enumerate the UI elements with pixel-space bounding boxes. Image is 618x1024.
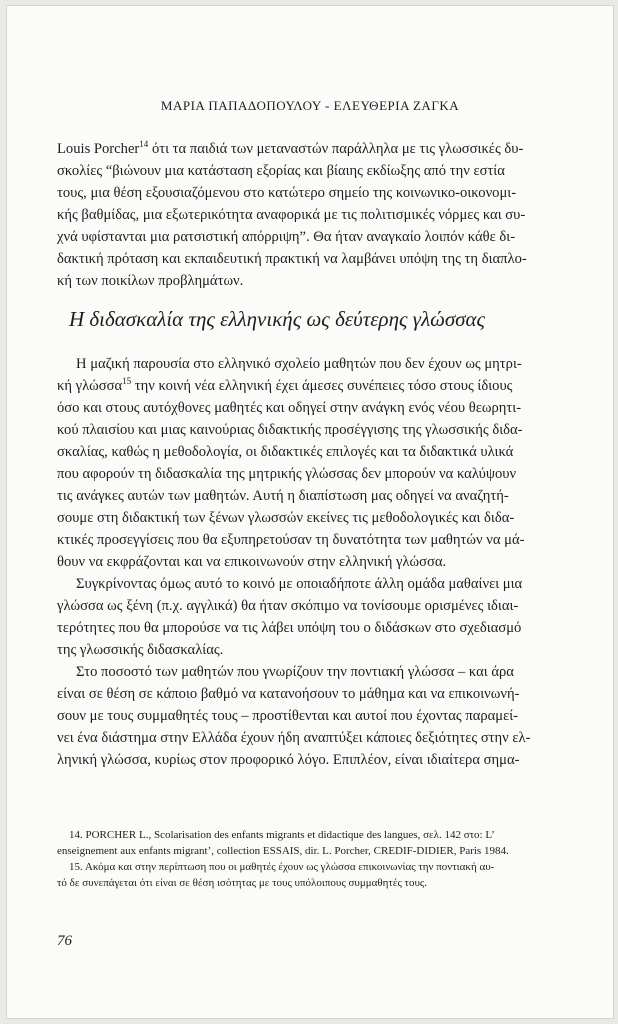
paragraph-3: [57, 661, 579, 771]
footnote-ref-14: 14: [139, 139, 149, 150]
text-line: δακτική πρόταση και εκπαιδευτική πρακτική να λαμβάνει υπόψη της τη διαπλο-: [57, 251, 527, 267]
footnote-ref-15: 15: [122, 376, 132, 387]
text-line: τερότητες που θα μπορούσε να τις λάβει υπόψη του ο διδάσκων στο σχεδιασμό: [57, 620, 522, 636]
text-line: όσο και στους αυτόχθονες μαθητές και οδηγεί στην ανάγκη ενός νέου θεωρητι-: [57, 400, 522, 416]
text-line: Η μαζική παρουσία στο ελληνικό σχολείο μαθητών που δεν έχουν ως μητρι-: [76, 356, 522, 372]
text-line: Στο ποσοστό των μαθητών που γνωρίζουν την ποντιακή γλώσσα – και άρα: [76, 664, 514, 680]
text-line: σουν με τους συμμαθητές τους – προστίθενται και αυτοί που έχοντας παραμεί-: [57, 708, 519, 724]
text-line: κή γλώσσα$^{15}$ την κοινή νέα ελληνική έχει άμεσες συνέπειες τόσο στους ίδιους: [57, 376, 513, 394]
section-title: Η διδασκαλία της ελληνικής ως δεύτερης γλώσσας: [69, 307, 486, 331]
footnote-14-cont: enseignement aux enfants migrant’, collection ESSAIS, dir. L. Porcher, CREDIF-DIDIER, Paris 1984.: [57, 845, 509, 857]
text-line: κτικές προσεγγίσεις που θα εξυπηρετούσαν τη δυνατότητα των μαθητών να μά-: [57, 532, 525, 548]
footnotes: [57, 827, 577, 891]
text-line: κού πλαισίου και μιας καινούριας διδακτικής προσέγγισης της γλωσσικής διδα-: [57, 422, 523, 438]
text-line: σουμε στη διδακτική των ξένων γλωσσών εκείνες τις μεθοδολογικές και διδα-: [57, 510, 515, 526]
text-line: ληνική γλώσσα, κυρίως στον προφορικό λόγο. Επιπλέον, είναι ιδιαίτερα σημα-: [57, 752, 520, 768]
text-line: που αφορούν τη διδασκαλία της μητρικής γλώσσας δεν μπορούν να καλύψουν: [57, 466, 517, 482]
text-line: κής βαθμίδας, μια εξωτερικότητα αναφορικά με τις πολιτισμικές νόρμες και συ-: [57, 207, 526, 223]
text-line: Louis Porcher$^{14}$ ότι τα παιδιά των μεταναστών παράλληλα με τις γλωσσικές δυ-: [57, 139, 524, 157]
text-line: είναι σε θέση σε κάποιο βαθμό να κατανοήσουν το μάθημα και να επικοινωνή-: [57, 686, 520, 702]
footnote-15-cont: τό δε συνεπάγεται ότι είναι σε θέση ισότητας με τους υπόλοιπους συμμαθητές τους.: [57, 877, 428, 889]
text-line: της γλωσσικής διδασκαλίας.: [57, 642, 224, 658]
author-name: Louis Porcher: [57, 141, 140, 157]
footnote-15: 15. Ακόμα και στην περίπτωση που οι μαθητές έχουν ως γλώσσα επικοινωνίας την ποντιακή αυ-: [69, 861, 495, 873]
text-line: τις ανάγκες αυτών των μαθητών. Αυτή η διαπίστωση μας οδηγεί να αναζητή-: [57, 488, 509, 504]
text-line: θουν να εκφράζονται και να επικοινωνούν στην ελληνική γλώσσα.: [57, 554, 447, 570]
text-line: σκαλίας, καθώς η μεθοδολογία, οι διδακτικές επιλογές και τα διδακτικά υλικά: [57, 444, 514, 460]
page-number: 76: [57, 933, 72, 949]
intro-paragraph: [57, 138, 579, 292]
document-page: [7, 6, 613, 1018]
paragraph-2: [57, 573, 579, 661]
text-line: χνά υφίστανται μια ρατσιστική απόρριψη”. Θα ήταν αναγκαίο λοιπόν κάθε δι-: [57, 229, 516, 245]
text-line: Συγκρίνοντας όμως αυτό το κοινό με οποιαδήποτε άλλη ομάδα μαθαίνει μια: [76, 576, 523, 592]
text-line: κή των ποικίλων προβλημάτων.: [57, 273, 244, 289]
footnote-14: 14. PORCHER L., Scolarisation des enfants migrants et didactique des langues, σελ. 142 στο: L’: [69, 829, 495, 841]
text-line: τους, μια θέση εξουσιαζόμενου στο κατώτερο σημείο της κοινωνικο-οικονομι-: [57, 185, 517, 201]
running-header: ΜΑΡΙΑ ΠΑΠΑΔΟΠΟΥΛΟΥ - ΕΛΕΥΘΕΡΙΑ ΖΑΓΚΑ: [160, 98, 460, 113]
text-line: νει ένα διάστημα στην Ελλάδα έχουν ήδη αναπτύξει κάποιες δεξιότητες στην ελ-: [57, 730, 531, 746]
paragraph-1: [57, 353, 579, 573]
text-line: γλώσσα ως ξένη (π.χ. αγγλικά) θα ήταν σκόπιμο να τονίσουμε ορισμένες ιδιαι-: [57, 598, 519, 614]
text-line: σκολίες “βιώνουν μια κατάσταση εξορίας και βίαιης εκδίωξης από την εστία: [57, 163, 505, 179]
